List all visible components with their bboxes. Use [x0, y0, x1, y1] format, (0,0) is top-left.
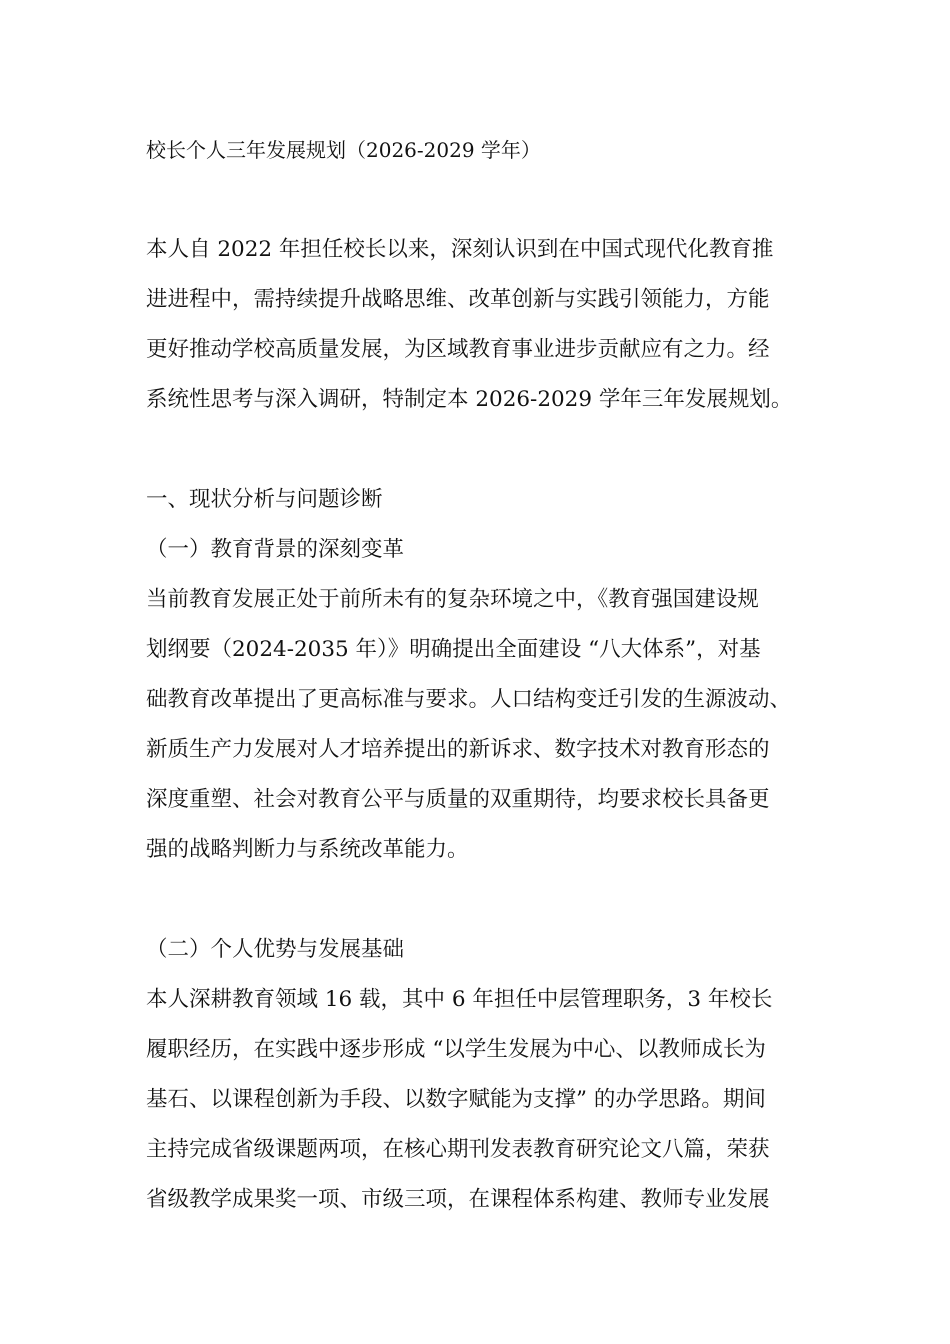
paragraph-line: 当前教育发展正处于前所未有的复杂环境之中，《教育强国建设规 — [146, 587, 759, 612]
intro-line: 本人自 2022 年担任校长以来，深刻认识到在中国式现代化教育推 — [146, 237, 774, 262]
paragraph-line: 基石、以课程创新为手段、以数字赋能为支撑” 的办学思路。期间 — [146, 1087, 766, 1112]
paragraph-line: 新质生产力发展对人才培养提出的新诉求、数字技术对教育形态的 — [146, 737, 770, 762]
subsection-heading: （一）教育背景的深刻变革 — [146, 537, 405, 562]
paragraph-line: 本人深耕教育领域 16 载，其中 6 年担任中层管理职务，3 年校长 — [146, 987, 773, 1012]
document-title: 校长个人三年发展规划（2026-2029 学年） — [146, 138, 541, 162]
intro-line: 更好推动学校高质量发展，为区域教育事业进步贡献应有之力。经 — [146, 337, 770, 362]
paragraph-line: 省级教学成果奖一项、市级三项，在课程体系构建、教师专业发展 — [146, 1187, 770, 1212]
section-heading: 一、现状分析与问题诊断 — [146, 487, 383, 512]
paragraph-line: 深度重塑、社会对教育公平与质量的双重期待，均要求校长具备更 — [146, 787, 770, 812]
paragraph-line: 础教育改革提出了更高标准与要求。人口结构变迁引发的生源波动、 — [146, 687, 792, 712]
paragraph-line: 主持完成省级课题两项，在核心期刊发表教育研究论文八篇，荣获 — [146, 1137, 770, 1162]
intro-line: 系统性思考与深入调研，特制定本 2026-2029 学年三年发展规划。 — [146, 387, 793, 412]
intro-line: 进进程中，需持续提升战略思维、改革创新与实践引领能力，方能 — [146, 287, 770, 312]
paragraph-line: 履职经历，在实践中逐步形成 “以学生发展为中心、以教师成长为 — [146, 1037, 766, 1062]
paragraph-line: 划纲要（2024-2035 年）》明确提出全面建设 “八大体系”，对基 — [146, 637, 761, 662]
subsection-heading: （二）个人优势与发展基础 — [146, 937, 405, 962]
paragraph-line: 强的战略判断力与系统改革能力。 — [146, 837, 469, 862]
